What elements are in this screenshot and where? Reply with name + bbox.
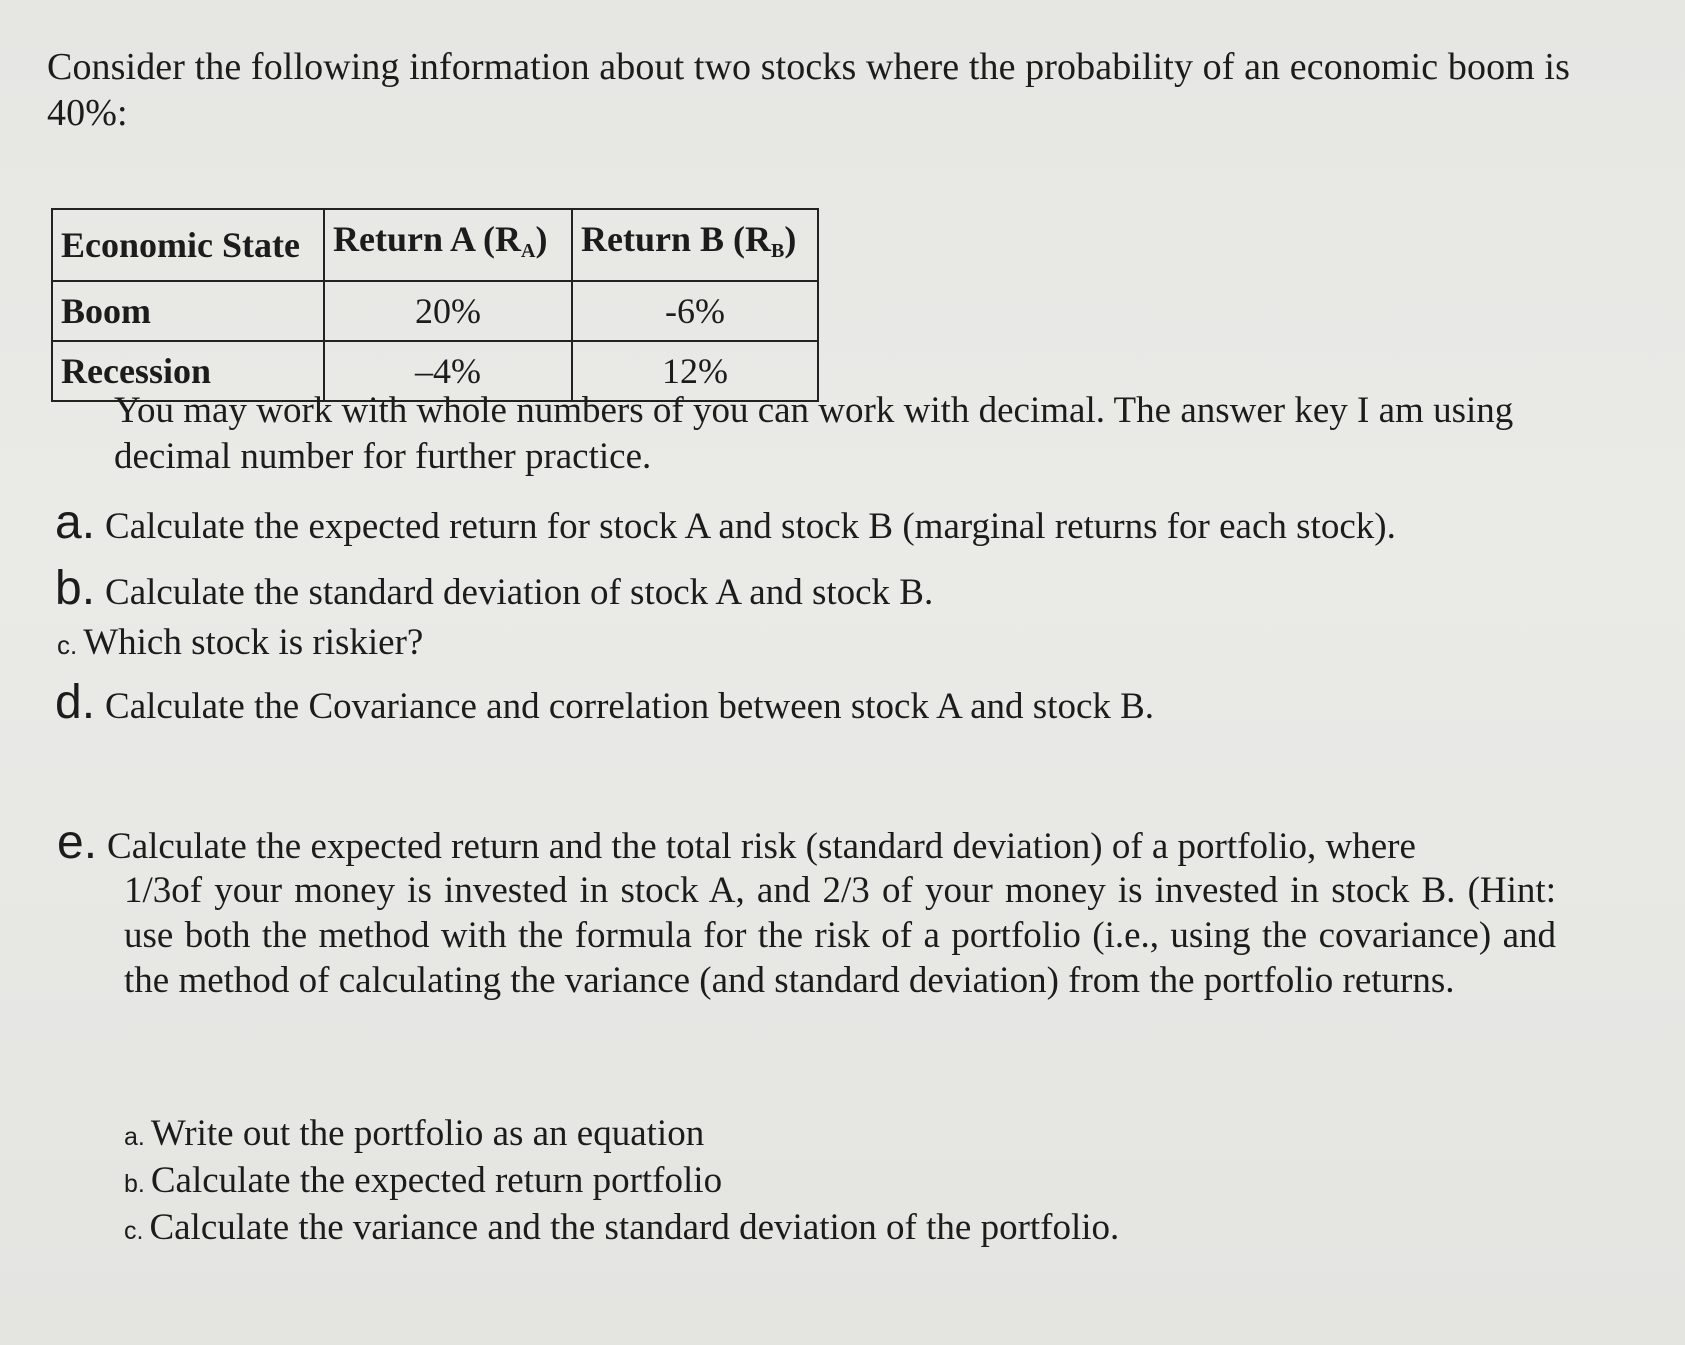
list-item [124, 1159, 1119, 1206]
sub-question-list [124, 1112, 1119, 1253]
row-return-b: -6% [572, 281, 818, 341]
question-text: Calculate the expected return for stock A and stock B (marginal returns for each stock). [105, 506, 1396, 547]
sub-question-text: Write out the portfolio as an equation [150, 1113, 705, 1154]
sub-question-letter: a. [124, 1123, 145, 1151]
returns-table [51, 208, 819, 402]
list-item [124, 1206, 1119, 1253]
sub-question-text: Calculate the variance and the standard deviation of the portfolio. [149, 1207, 1120, 1248]
intro-text: Consider the following information about two stocks where the probability of an economic boom is 40%: [47, 46, 1570, 134]
question-text-line1: Calculate the expected return and the total risk (standard deviation) of a portfolio, where [107, 826, 1416, 867]
header-return-b: Return B $(R_B)$ [572, 209, 818, 281]
header-return-a: Return A $(R_A)$ [324, 209, 572, 281]
question-text: Calculate the Covariance and correlation between stock A and stock B. [105, 686, 1155, 727]
sub-question-letter: c. [124, 1217, 144, 1245]
question-letter: c. [57, 630, 78, 660]
row-return-a: 20% [324, 281, 572, 341]
table-row [52, 281, 818, 341]
row-return-a: –4% [324, 341, 572, 401]
question-a [55, 496, 1396, 550]
question-c [57, 620, 423, 668]
instruction-note: You may work with whole numbers of you can work with decimal. The answer key I am using decimal number for further practice. [114, 390, 1514, 477]
sub-question-letter: b. [124, 1170, 145, 1198]
sub-question-text: Calculate the expected return portfolio [150, 1160, 723, 1201]
question-d [55, 676, 1155, 730]
list-item [124, 1112, 1119, 1159]
table-header-row [52, 209, 818, 281]
row-state: Recession [52, 341, 324, 401]
question-b [55, 562, 934, 616]
question-letter: a. [55, 496, 96, 549]
question-letter: e. [57, 816, 98, 869]
question-letter: d. [55, 676, 96, 729]
header-economic-state: Economic State [52, 209, 324, 281]
question-e-body: 1/3of your money is invested in stock A, and 2/3 of your money is invested in stock B. (Hint: use both the method with the formula for the risk of a portfolio (i.e., using the covariance) and the method of calculating the variance (and standard deviation) from the portfolio returns. [124, 870, 1556, 1001]
row-return-b: 12% [572, 341, 818, 401]
row-state: Boom [52, 281, 324, 341]
question-text: Calculate the standard deviation of stock A and stock B. [105, 572, 934, 613]
question-e [57, 816, 1557, 870]
question-text: Which stock is riskier? [83, 622, 424, 663]
question-letter: b. [55, 562, 96, 615]
